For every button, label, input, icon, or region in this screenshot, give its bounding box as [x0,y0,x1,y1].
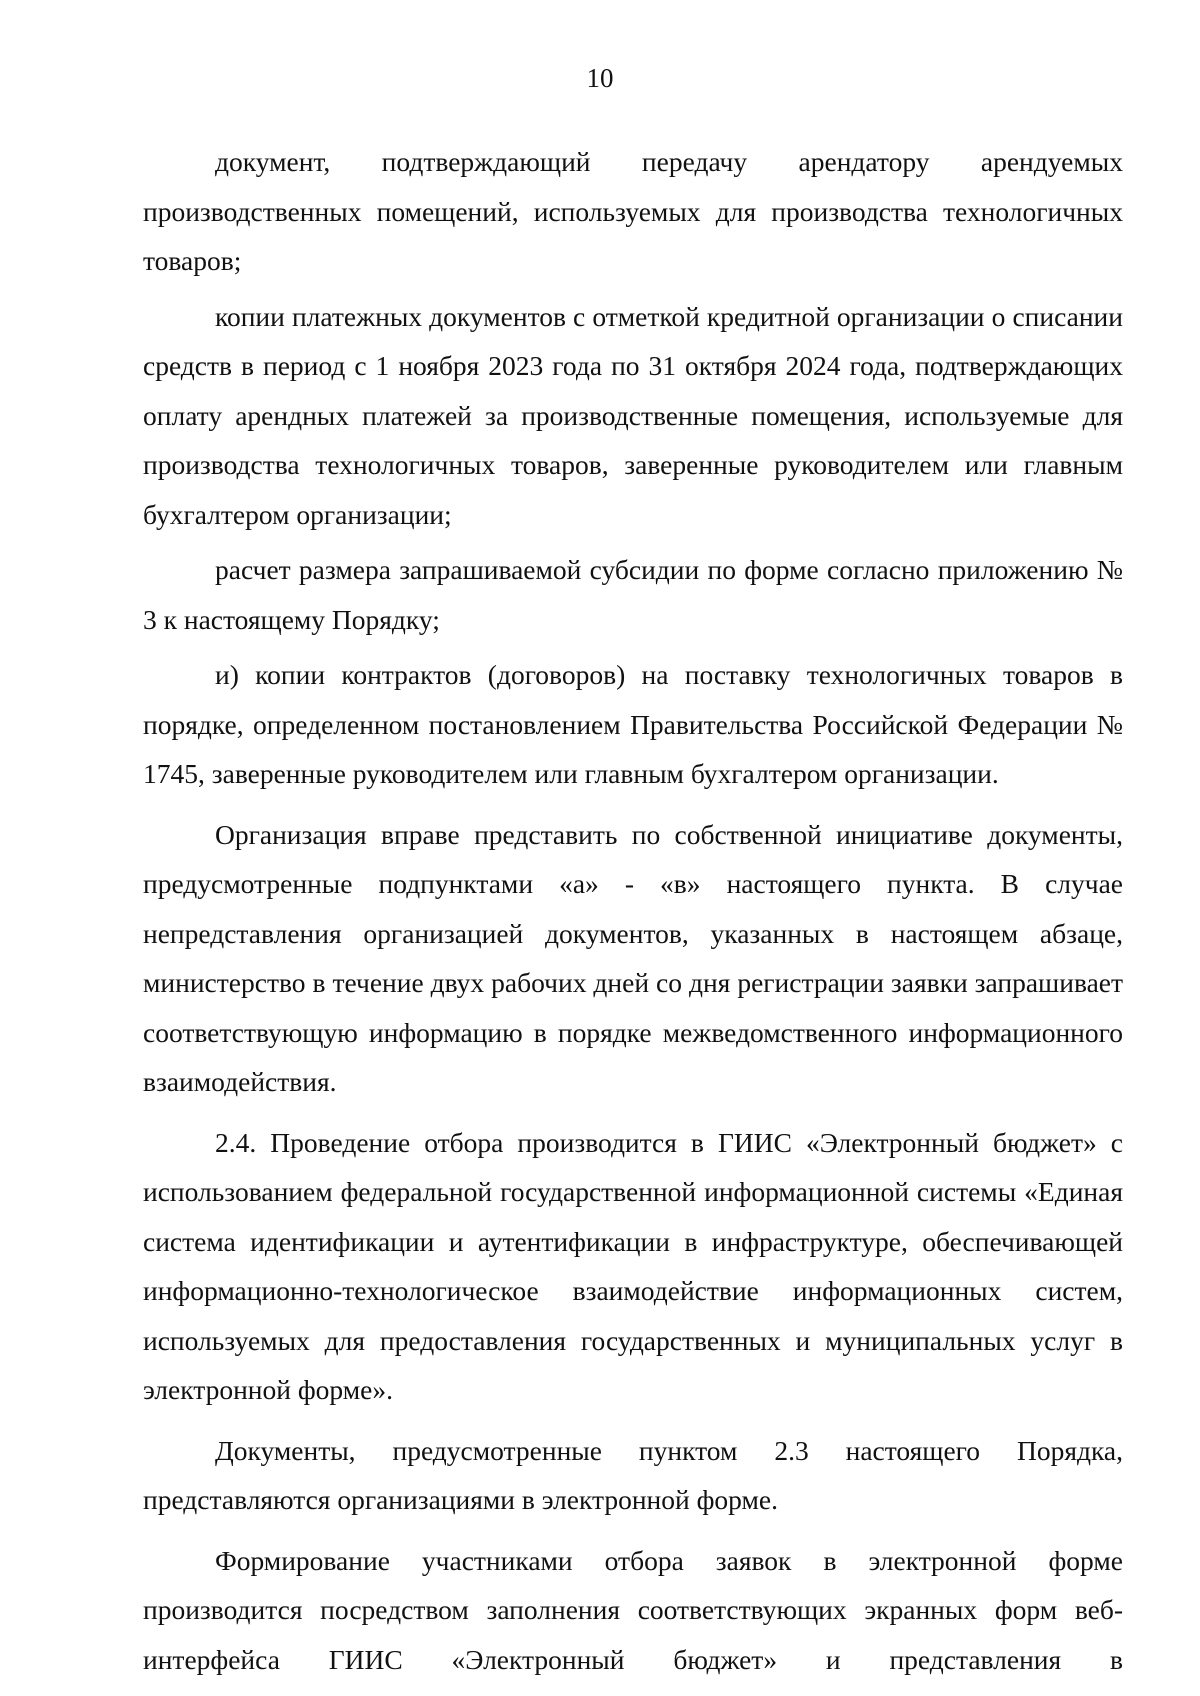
paragraph-electronic-documents: Документы, предусмотренные пунктом 2.3 настоящего Порядка, представляются организациями в электронной форме. [143,1434,1123,1515]
paragraph-payment-documents: копии платежных документов с отметкой кредитной организации о списании средств в период с 1 ноября 2023 года по 31 октября 2024 года, подтверждающих оплату арендных платежей за производственные помещения, используемые для производства технологичных товаров, заверенные руководителем или главным бухгалтером организации; [143,300,1123,530]
document-body [143,137,1123,1684]
paragraph-own-initiative-documents: Организация вправе представить по собственной инициативе документы, предусмотренные подпунктами «а» - «в» настоящего пункта. В случае непредставления организацией документов, указанных в настоящем абзаце, министерство в течение двух рабочих дней со дня регистрации заявки запрашивает соответствующую информацию в порядке межведомственного информационного взаимодействия. [143,818,1123,1097]
paragraph-subsidy-calculation: расчет размера запрашиваемой субсидии по форме согласно приложению № 3 к настоящему Порядку; [143,554,1123,635]
paragraph-contract-copies: и) копии контрактов (договоров) на поставку технологичных товаров в порядке, определенном постановлением Правительства Российской Федерации № 1745, заверенные руководителем или главным бухгалтером организации. [143,659,1123,789]
page-number: 10 [586,63,614,93]
paragraph-selection-procedure: 2.4. Проведение отбора производится в ГИИС «Электронный бюджет» с использованием федеральной государственной информационной системы «Единая система идентификации и аутентификации в инфраструктуре, обеспечивающей информационно-технологическое взаимодействие информационных систем, используемых для предоставления государственных и муниципальных услуг в электронной форме». [143,1126,1123,1405]
paragraph-application-forming: Формирование участниками отбора заявок в электронной форме производится посредством заполнения соответствующих экранных форм веб-интерфейса ГИИС «Электронный бюджет» и представления в [143,1544,1123,1675]
paragraph-lease-transfer-document: документ, подтверждающий передачу арендатору арендуемых производственных помещений, используемых для производства технологичных товаров; [143,146,1123,276]
